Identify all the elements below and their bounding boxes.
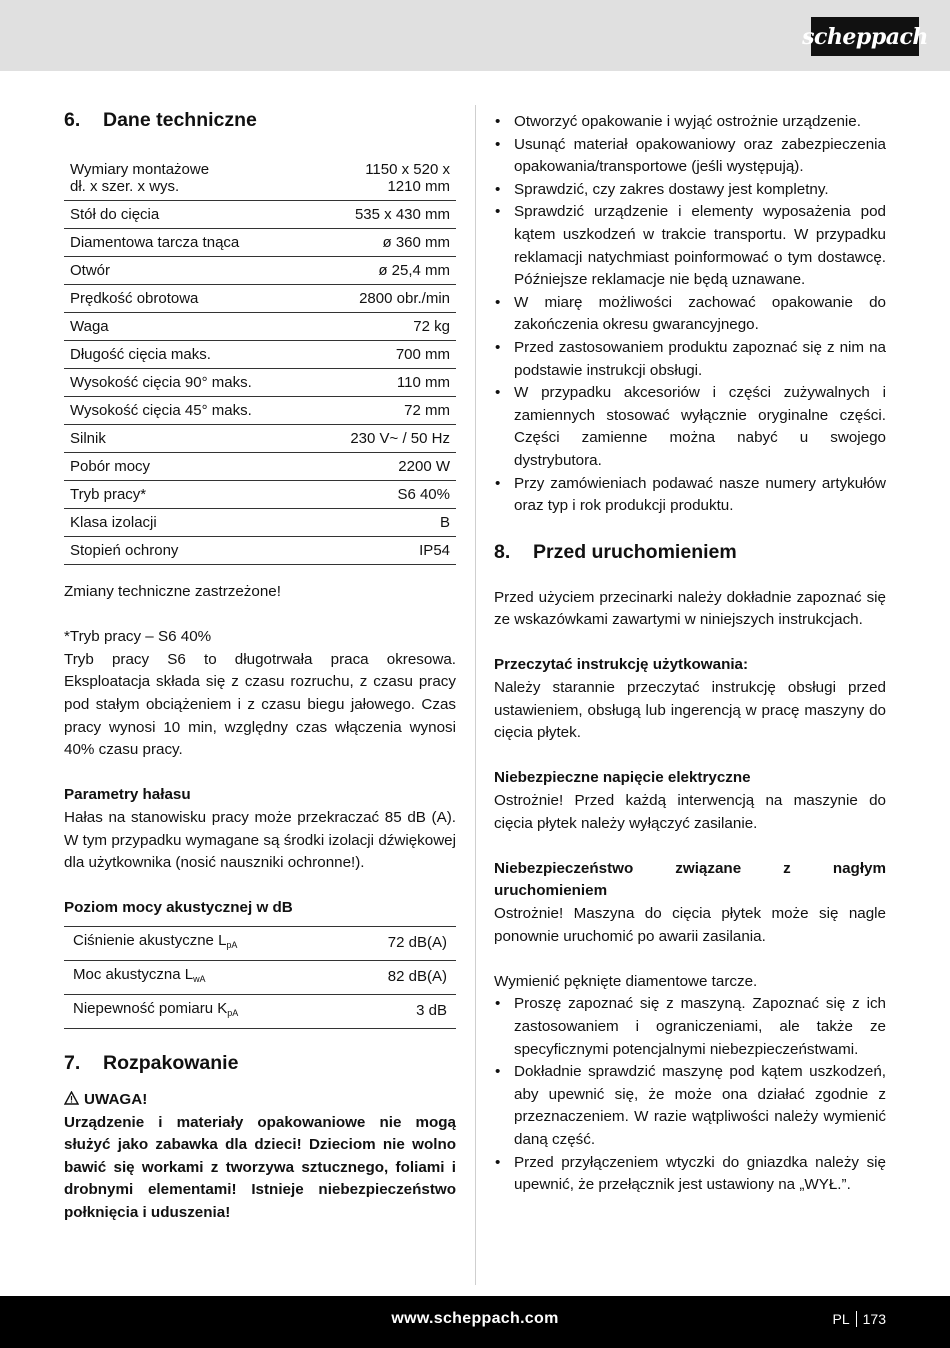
left-column [64, 106, 456, 1224]
spec-value: ø 25,4 mm [313, 257, 456, 285]
spec-label: Waga [64, 313, 313, 341]
noise-label: Moc akustyczna $L_{wA}$ [64, 960, 340, 994]
paragraph: Ostrożnie! Przed każdą interwencją na maszynie do cięcia płytek należy wyłączyć zasilanie. [494, 792, 886, 832]
spec-value: 72 kg [313, 313, 456, 341]
paragraph: Wymienić pęknięte diamentowe tarcze. [494, 972, 758, 990]
noise-label: Ciśnienie akustyczne $L_{pA}$ [64, 926, 340, 960]
list-item: • Sprawdzić urządzenie i elementy wyposażenia pod kątem uszkodzeń w trakcie transportu. W przypadku reklamacji natychmiast poinformować o tym dostawcę. Późniejsze reklamacje nie będą uznawane. [494, 201, 886, 291]
table-row [64, 285, 456, 313]
table-row [64, 537, 456, 565]
spec-label: Wysokość cięcia 90° maks. [64, 369, 313, 397]
list-item: • Przed przyłączeniem wtyczki do gniazdka należy się upewnić, że przełącznik jest ustawiony na „WYŁ.”. [494, 1152, 886, 1197]
list-item: • Przed zastosowaniem produktu zapoznać się z nim na podstawie instrukcji obsługi. [494, 337, 886, 382]
paragraph: Ostrożnie! Maszyna do cięcia płytek może się nagle ponownie uruchomić po awarii zasilania. [494, 905, 886, 945]
spec-value: ø 360 mm [313, 229, 456, 257]
footer-bar [0, 1296, 950, 1348]
table-row [64, 509, 456, 537]
noise-label: Niepewność pomiaru $K_{pA}$ [64, 994, 340, 1028]
spec-value: IP54 [313, 537, 456, 565]
duty-title: *Tryb pracy – S6 40% [64, 628, 212, 646]
section-title: Dane techniczne [103, 109, 257, 131]
intro-text: Przed użyciem przecinarki należy dokładnie zapoznać się ze wskazówkami zawartymi w niniejszych instrukcjach. [494, 588, 886, 629]
section-6-heading [64, 106, 456, 134]
spec-label: Wymiary montażowe dł. x szer. x wys. [64, 156, 313, 201]
spec-value: B [313, 509, 456, 537]
warning-label: UWAGA! [64, 1089, 456, 1112]
spec-value: 700 mm [313, 341, 456, 369]
table-row [64, 313, 456, 341]
spec-value: 2800 obr./min [313, 285, 456, 313]
spec-value: 72 mm [313, 397, 456, 425]
noise-value: 3 dB [340, 994, 456, 1028]
table-row [64, 229, 456, 257]
noise-text: Hałas na stanowisku pracy może przekraczać 85 dB (A). W tym przypadku wymagane są środki izolacji dźwiękowej dla użytkownika (nosić nauszniki ochronne!). [64, 808, 456, 872]
warning-text: Urządzenie i materiały opakowaniowe nie mogą służyć jako zabawka dla dzieci! Dzieciom nie wolno bawić się workami z tworzywa sztucznego, foliami i drobnymi elementami! Istnieje niebezpieczeństwo połknięcia i uduszenia! [64, 1113, 456, 1221]
right-column [494, 111, 886, 1197]
header-bar [0, 0, 950, 71]
section-7-heading [64, 1049, 456, 1077]
changes-note: Zmiany techniczne zastrzeżone! [64, 583, 281, 600]
section-title: Rozpakowanie [103, 1051, 239, 1074]
spec-label: Długość cięcia maks. [64, 341, 313, 369]
spec-value: 1150 x 520 x 1210 mm [313, 156, 456, 201]
list-item: • Sprawdzić, czy zakres dostawy jest kompletny. [494, 179, 886, 202]
section-number: 7. [64, 1051, 81, 1074]
separator [856, 1311, 857, 1327]
spec-value: 110 mm [313, 369, 456, 397]
page-indicator [833, 1311, 886, 1327]
table-row [64, 257, 456, 285]
spec-label: Diamentowa tarcza tnąca [64, 229, 313, 257]
table-row [64, 960, 456, 994]
table-row [64, 156, 456, 201]
noise-value: 72 dB(A) [340, 926, 456, 960]
spec-label: Stół do cięcia [64, 201, 313, 229]
spec-label: Silnik [64, 425, 313, 453]
list-item: • Proszę zapoznać się z maszyną. Zapoznać się z ich zastosowaniem i ograniczeniami, ale także ze specyficznymi potencjalnymi niebezpieczeństwami. [494, 993, 886, 1061]
table-row [64, 201, 456, 229]
acoustic-power-title: Poziom mocy akustycznej w dB [64, 899, 293, 917]
subheading: Niebezpieczeństwo związane z nagłym uruchomieniem [494, 859, 886, 900]
spec-value: 230 V~ / 50 Hz [313, 425, 456, 453]
duty-text: Tryb pracy S6 to długotrwała praca okresowa. Eksploatacja składa się z czasu rozruchu, z czasu pracy pod stałym obciążeniem i z czasu biegu jałowego. Czas pracy wynosi 10 min, względny czas włączenia wynosi 40% czasu pracy. [64, 650, 456, 759]
noise-title: Parametry hałasu [64, 786, 191, 804]
table-row [64, 341, 456, 369]
spec-value: S6 40% [313, 481, 456, 509]
spec-label: Wysokość cięcia 45° maks. [64, 397, 313, 425]
list-item: • Otworzyć opakowanie i wyjąć ostrożnie urządzenie. [494, 111, 886, 134]
spec-label: Klasa izolacji [64, 509, 313, 537]
section-title: Przed uruchomieniem [533, 540, 737, 563]
table-row [64, 369, 456, 397]
brand-logo: scheppach [811, 17, 919, 56]
subheading: Przeczytać instrukcję użytkowania: [494, 656, 749, 674]
precautions-list [494, 993, 886, 1196]
spec-value: 535 x 430 mm [313, 201, 456, 229]
list-item: • Usunąć materiał opakowaniowy oraz zabezpieczenia opakowania/transportowe (jeśli występują). [494, 134, 886, 179]
list-item: • W miarę możliwości zachować opakowanie do zakończenia okresu gwarancyjnego. [494, 292, 886, 337]
spec-label: Stopień ochrony [64, 537, 313, 565]
column-divider [475, 105, 476, 1285]
section-number: 8. [494, 540, 511, 563]
website-link[interactable]: www.scheppach.com [391, 1310, 559, 1327]
paragraph: Należy starannie przeczytać instrukcję obsługi przed ustawieniem, obsługą lub ingerencją w pracę maszyny do cięcia płytek. [494, 679, 886, 742]
table-row [64, 481, 456, 509]
page-number: 173 [862, 1311, 886, 1327]
list-item: • W przypadku akcesoriów i części zużywalnych i zamiennych stosować wyłącznie oryginalne części. Części zamienne można nabyć u swojego dystrybutora. [494, 382, 886, 472]
spec-value: 2200 W [313, 453, 456, 481]
table-row [64, 397, 456, 425]
table-row [64, 453, 456, 481]
list-item: • Dokładnie sprawdzić maszynę pod kątem uszkodzeń, aby upewnić się, że może ona działać zgodnie z przeznaczeniem. W razie wątpliwości należy wymienić daną część. [494, 1061, 886, 1151]
spec-label: Pobór mocy [64, 453, 313, 481]
table-row [64, 994, 456, 1028]
table-row [64, 926, 456, 960]
section-number: 6. [64, 109, 81, 131]
language-code: PL [832, 1311, 850, 1327]
unpacking-list [494, 111, 886, 518]
subheading: Niebezpieczne napięcie elektryczne [494, 769, 751, 787]
list-item: • Przy zamówieniach podawać nasze numery artykułów oraz typ i rok produkcji produktu. [494, 473, 886, 518]
table-row [64, 425, 456, 453]
warning-triangle-icon [64, 1091, 79, 1105]
section-8-heading [494, 538, 886, 566]
tech-spec-table [64, 156, 456, 565]
noise-value: 82 dB(A) [340, 960, 456, 994]
spec-label: Prędkość obrotowa [64, 285, 313, 313]
noise-table [64, 926, 456, 1029]
spec-label: Tryb pracy* [64, 481, 313, 509]
spec-label: Otwór [64, 257, 313, 285]
